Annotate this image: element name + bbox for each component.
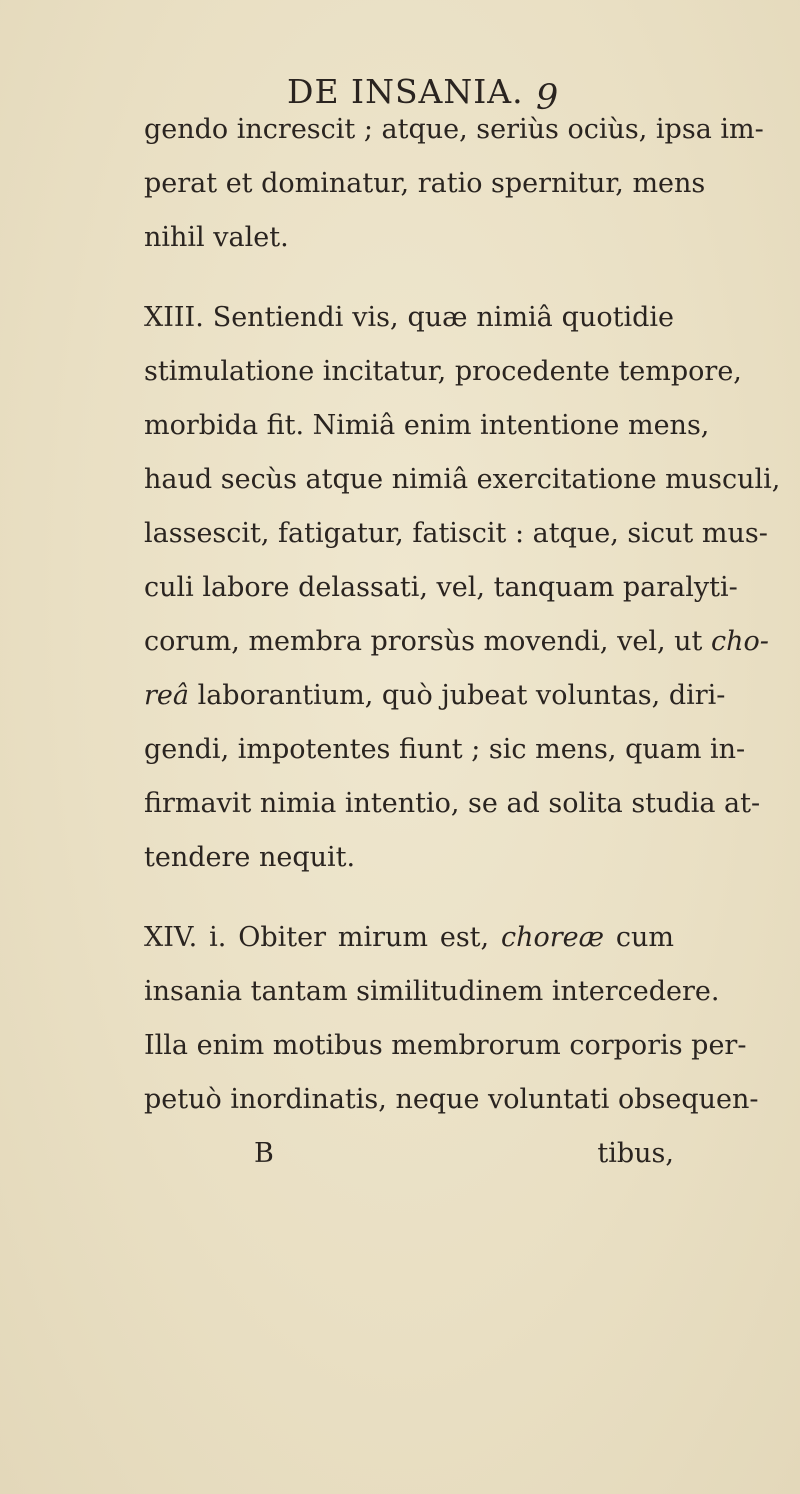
page-header bbox=[0, 70, 800, 120]
text-line: perat et dominatur, ratio spernitur, mens bbox=[144, 168, 706, 199]
italic-text-run: cho- bbox=[710, 626, 769, 657]
text-line: stimulatione incitatur, procedente tempore, bbox=[144, 356, 742, 387]
text-run: corum, membra prorsùs movendi, vel, ut bbox=[144, 626, 711, 657]
italic-text-run: choreæ bbox=[500, 922, 605, 953]
text-line: nihil valet. bbox=[144, 222, 289, 253]
running-title: DE INSANIA. bbox=[287, 72, 524, 111]
text-line: morbida fit. Nimiâ enim intentione mens, bbox=[144, 410, 710, 441]
catchword: tibus, bbox=[597, 1138, 674, 1169]
italic-text-run: reâ bbox=[144, 680, 189, 711]
text-line bbox=[144, 922, 674, 954]
text-line bbox=[144, 680, 726, 712]
text-line: insania tantam similitudinem intercedere. bbox=[144, 976, 720, 1007]
text-line bbox=[144, 626, 769, 658]
text-run: laborantium, quò jubeat voluntas, diri- bbox=[188, 680, 726, 711]
text-line: XIII. Sentiendi vis, quæ nimiâ quotidie bbox=[144, 302, 674, 333]
page-footer bbox=[144, 1138, 674, 1170]
page-number: 9 bbox=[536, 78, 559, 118]
text-line: gendo increscit ; atque, seriùs ociùs, ipsa im- bbox=[144, 114, 764, 145]
text-run: XIV. i. Obiter mirum est, bbox=[144, 922, 501, 953]
text-line: culi labore delassati, vel, tanquam paralyti- bbox=[144, 572, 738, 603]
text-line: tendere nequit. bbox=[144, 842, 356, 873]
text-run: cum bbox=[604, 922, 674, 953]
text-line: haud secùs atque nimiâ exercitatione musculi, bbox=[144, 464, 781, 495]
text-line: petuò inordinatis, neque voluntati obsequen- bbox=[144, 1084, 759, 1115]
text-line: gendi, impotentes fiunt ; sic mens, quam in- bbox=[144, 734, 746, 765]
text-line: Illa enim motibus membrorum corporis per- bbox=[144, 1030, 747, 1061]
text-line: firmavit nimia intentio, se ad solita studia at- bbox=[144, 788, 761, 819]
text-line: lassescit, fatigatur, fatiscit : atque, sicut mus- bbox=[144, 518, 768, 549]
signature-mark: B bbox=[254, 1138, 274, 1169]
